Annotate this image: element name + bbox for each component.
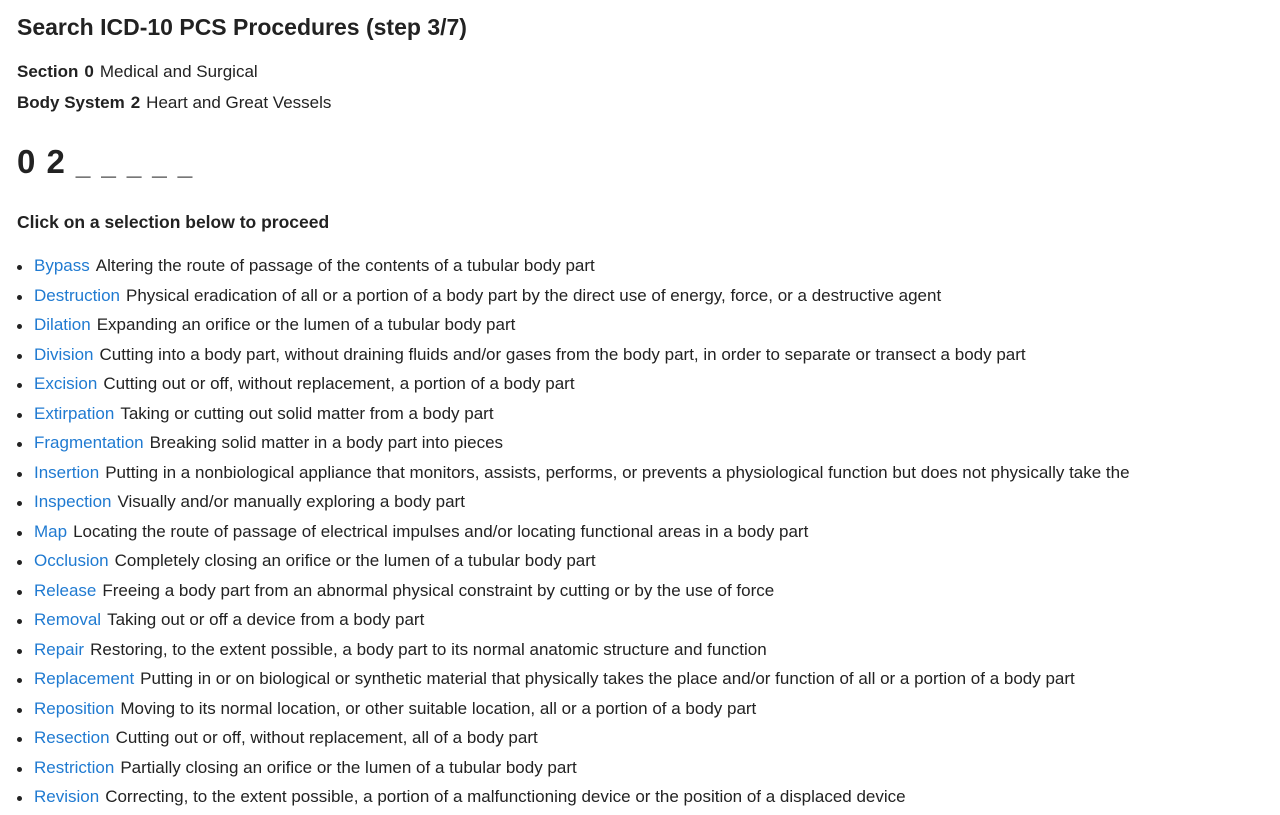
list-item	[17, 667, 1130, 697]
list-item	[17, 461, 1130, 491]
operation-link[interactable]: Extirpation	[34, 403, 115, 423]
operation-link[interactable]: Restriction	[34, 757, 115, 777]
operation-list	[17, 254, 1130, 815]
operation-description: Correcting, to the extent possible, a portion of a malfunctioning device or the position of a displaced device	[105, 787, 906, 806]
operation-link[interactable]: Division	[34, 344, 94, 364]
operation-description: Physical eradication of all or a portion of a body part by the direct use of energy, force, or a destructive agent	[125, 285, 942, 305]
operation-link[interactable]: Release	[34, 580, 97, 600]
operation-link[interactable]: Excision	[34, 374, 98, 393]
operation-description: Freeing a body part from an abnormal physical constraint by cutting or by the use of force	[102, 580, 775, 600]
operation-link[interactable]: Resection	[34, 728, 110, 747]
operation-description: Altering the route of passage of the contents of a tubular body part	[95, 256, 595, 275]
code-blank: _	[101, 149, 117, 179]
operation-link[interactable]: Revision	[34, 787, 100, 806]
operation-description: Visually and/or manually exploring a body part	[117, 492, 465, 511]
code-selected: 0 2	[17, 143, 66, 180]
operation-link[interactable]: Replacement	[34, 669, 135, 688]
operation-link[interactable]: Removal	[34, 610, 102, 629]
list-item	[17, 313, 1130, 343]
operation-link[interactable]: Occlusion	[34, 551, 109, 570]
body-system-code: 2	[130, 93, 141, 112]
operation-description: Expanding an orifice or the lumen of a tubular body part	[96, 315, 516, 334]
operation-link[interactable]: Bypass	[34, 256, 90, 275]
operation-description: Completely closing an orifice or the lumen of a tubular body part	[114, 551, 596, 570]
operation-description: Putting in or on biological or synthetic material that physically takes the place and/or function of all or a portion of a body part	[140, 669, 1075, 688]
operation-description: Putting in a nonbiological appliance that monitors, assists, performs, or prevents a physiological function but does not physically take the	[105, 462, 1130, 482]
operation-link[interactable]: Fragmentation	[34, 433, 144, 452]
list-item	[17, 520, 1130, 550]
list-item	[17, 490, 1130, 520]
list-item	[17, 402, 1130, 432]
body-system-row	[17, 93, 331, 113]
operation-description: Breaking solid matter in a body part into pieces	[149, 433, 504, 452]
operation-link[interactable]: Destruction	[34, 285, 120, 305]
operation-link[interactable]: Inspection	[34, 492, 112, 511]
code-blank: _	[177, 149, 194, 179]
operation-link[interactable]: Map	[34, 521, 68, 541]
operation-link[interactable]: Reposition	[34, 698, 115, 718]
code-blank: _	[152, 149, 168, 179]
list-item	[17, 638, 1130, 668]
operation-description: Moving to its normal location, or other suitable location, all or a portion of a body part	[120, 698, 757, 718]
instruction-text: Click on a selection below to proceed	[17, 212, 330, 232]
list-item	[17, 608, 1130, 638]
operation-description: Cutting out or off, without replacement, a portion of a body part	[103, 374, 575, 393]
list-item	[17, 726, 1130, 756]
code-blank: _	[75, 149, 92, 179]
operation-description: Cutting into a body part, without draining fluids and/or gases from the body part, in order to separate or transect a body part	[99, 344, 1026, 364]
page-title: Search ICD-10 PCS Procedures (step 3/7)	[17, 14, 467, 40]
body-system-name: Heart and Great Vessels	[146, 93, 332, 112]
operation-description: Cutting out or off, without replacement, all of a body part	[115, 728, 538, 747]
operation-link[interactable]: Dilation	[34, 315, 91, 334]
section-row	[17, 62, 258, 82]
list-item	[17, 579, 1130, 609]
operation-description: Partially closing an orifice or the lumen of a tubular body part	[120, 757, 577, 777]
section-name: Medical and Surgical	[99, 62, 258, 81]
list-item	[17, 254, 1130, 284]
operation-description: Locating the route of passage of electrical impulses and/or locating functional areas in a body part	[73, 521, 809, 541]
list-item	[17, 343, 1130, 373]
list-item	[17, 756, 1130, 786]
code-display	[17, 143, 193, 181]
section-code: 0	[84, 62, 94, 81]
list-item	[17, 372, 1130, 402]
body-system-label: Body System	[17, 93, 125, 112]
list-item	[17, 697, 1130, 727]
list-item	[17, 431, 1130, 461]
section-label: Section	[17, 62, 79, 81]
operation-description: Restoring, to the extent possible, a body part to its normal anatomic structure and function	[90, 639, 767, 659]
operation-description: Taking out or off a device from a body part	[107, 610, 425, 629]
operation-link[interactable]: Repair	[34, 639, 85, 659]
list-item	[17, 549, 1130, 579]
list-item	[17, 284, 1130, 314]
code-blank: _	[126, 149, 143, 179]
operation-link[interactable]: Insertion	[34, 462, 100, 482]
operation-description: Taking or cutting out solid matter from a body part	[120, 403, 494, 423]
